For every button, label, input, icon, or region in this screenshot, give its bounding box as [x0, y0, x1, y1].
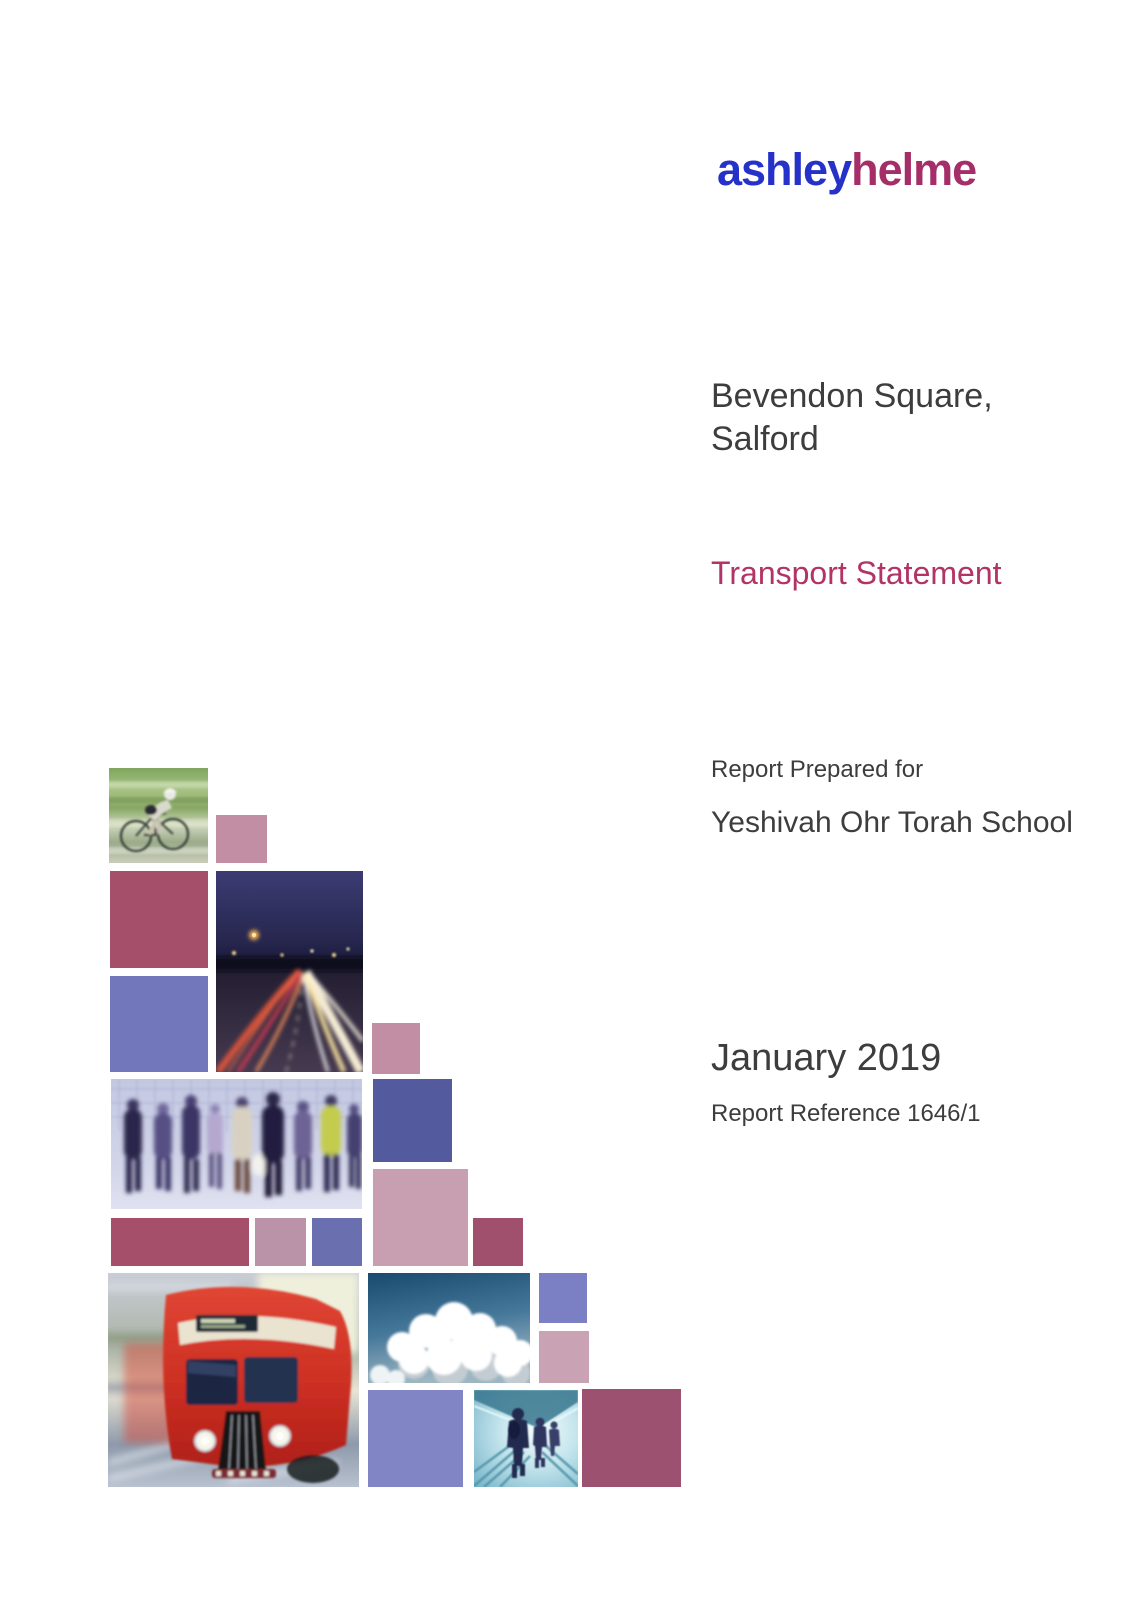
- logo-text-helme: helme: [851, 144, 977, 195]
- mosaic-tile-maroon-2: [111, 1218, 249, 1266]
- logo-text-ashley: ashley: [717, 144, 852, 195]
- mosaic-tile-pink-3: [255, 1218, 306, 1266]
- issue-date: January 2019: [711, 1037, 942, 1079]
- client-name: Yeshivah Ohr Torah School: [711, 806, 1073, 839]
- bus-photo: [108, 1273, 359, 1487]
- mosaic-tile-purple-2: [368, 1390, 463, 1487]
- site-title-line1: Bevendon Square,: [711, 377, 993, 415]
- mosaic-tile-maroon-1: [110, 871, 208, 968]
- mosaic-tile-pink-dusty: [373, 1169, 468, 1266]
- crowd-photo: [111, 1079, 362, 1209]
- company-logo: [717, 144, 976, 196]
- site-title: [711, 375, 993, 461]
- tunnel-photo: [474, 1390, 578, 1487]
- mosaic-tile-maroon-4: [582, 1389, 681, 1487]
- report-reference: Report Reference 1646/1: [711, 1100, 981, 1127]
- mosaic-tile-blue-1: [110, 976, 208, 1072]
- mosaic-tile-pink-2: [372, 1023, 420, 1074]
- mosaic-tile-blue-2: [312, 1218, 362, 1266]
- document-type-title: Transport Statement: [711, 555, 1002, 591]
- mosaic-tile-maroon-3: [473, 1218, 523, 1266]
- mosaic-tile-purple-1: [539, 1273, 587, 1323]
- cyclist-photo: [109, 768, 208, 863]
- prepared-for-label: Report Prepared for: [711, 756, 924, 783]
- highway-photo: [216, 871, 363, 1072]
- mosaic-tile-pink-4: [539, 1331, 589, 1383]
- mosaic-tile-purple-dark: [373, 1079, 452, 1162]
- site-title-line2: Salford: [711, 420, 819, 458]
- clouds-photo: [368, 1273, 530, 1383]
- mosaic-tile-pink-1: [216, 815, 267, 863]
